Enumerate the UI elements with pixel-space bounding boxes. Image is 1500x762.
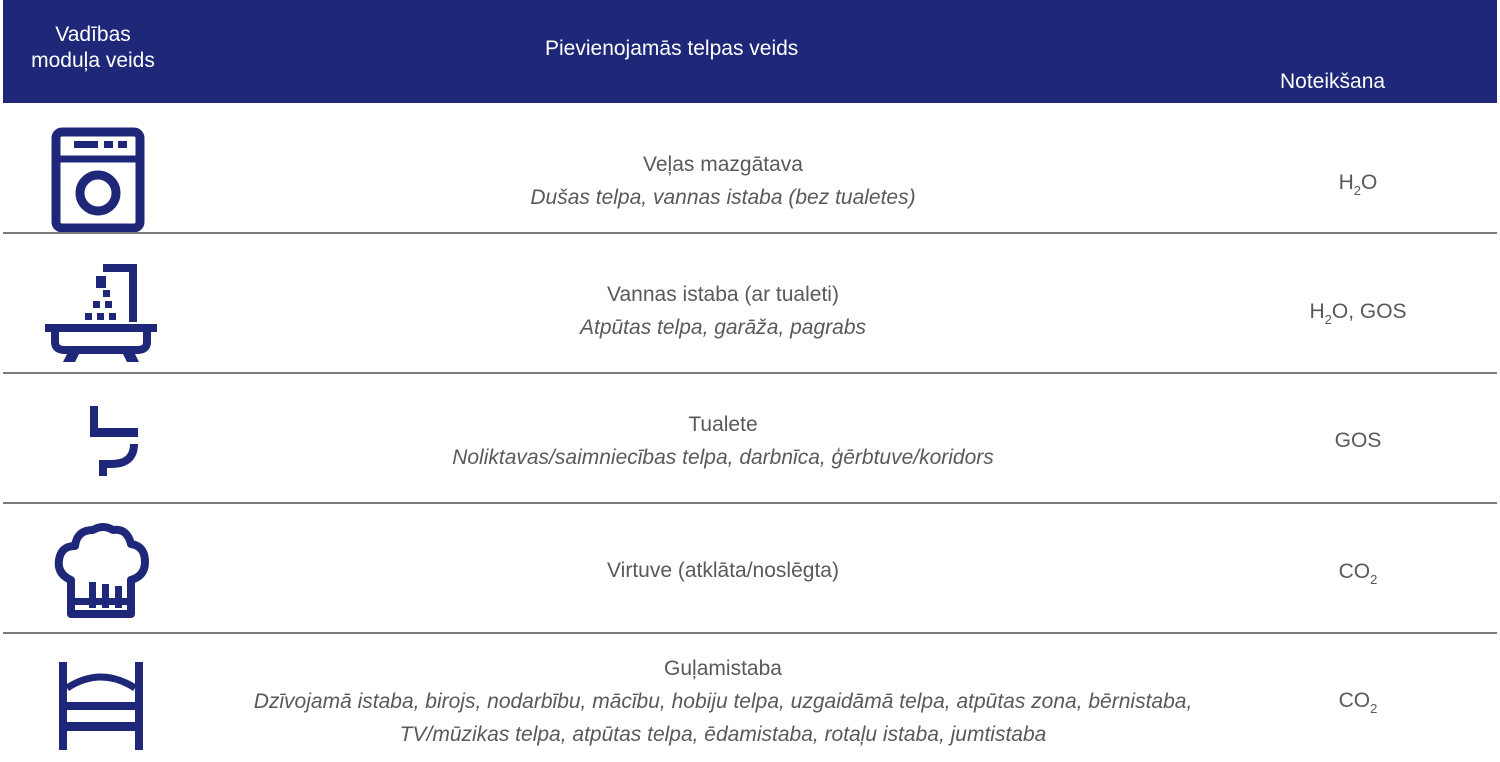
detection-text: CO (1338, 689, 1371, 712)
row-divider (3, 232, 1497, 234)
toilet-icon (41, 400, 161, 510)
room-sub: Noliktavas/saimniecības telpa, darbnīca, ģērbtuve/koridors (452, 446, 994, 469)
detection-value (1283, 688, 1433, 714)
header-module-type (3, 22, 183, 74)
table-row (3, 504, 1497, 634)
table-row (3, 634, 1497, 762)
detection-subscript: 2 (1353, 183, 1362, 198)
room-sub: Dušas telpa, vannas istaba (bez tualetes) (530, 186, 916, 209)
room-description (183, 278, 1263, 344)
header-module-line1: Vadības (55, 23, 131, 46)
room-main: Tualete (688, 413, 758, 436)
detection-text: H (1338, 171, 1354, 194)
detection-value (1283, 170, 1433, 196)
detection-value (1283, 428, 1433, 454)
detection-subscript: 2 (1370, 701, 1378, 716)
washing-machine-icon (41, 126, 161, 236)
room-description (183, 148, 1263, 214)
detection-text: CO (1338, 560, 1371, 583)
bathtub-shower-icon (41, 258, 161, 368)
detection-text: H (1309, 300, 1325, 323)
room-main: Veļas mazgātava (643, 153, 803, 176)
table-header (3, 0, 1497, 103)
table-row (3, 244, 1497, 374)
detection-subscript: 2 (1324, 312, 1332, 327)
room-description (183, 408, 1263, 474)
header-module-line2: moduļa veids (31, 49, 155, 72)
table-row (3, 374, 1497, 504)
room-main: Vannas istaba (ar tualeti) (607, 283, 839, 306)
chef-hat-icon (41, 522, 161, 632)
detection-text-suffix: O (1361, 171, 1378, 194)
detection-value (1283, 559, 1433, 585)
detection-subscript: 2 (1370, 572, 1378, 587)
bed-icon (41, 648, 161, 758)
room-main: Guļamistaba (664, 657, 782, 680)
room-sub-line2: TV/mūzikas telpa, atpūtas telpa, ēdamistaba, rotaļu istaba, jumtistaba (399, 723, 1047, 746)
detection-text: GOS (1334, 429, 1382, 452)
header-detection: Noteikšana (1280, 70, 1386, 93)
room-description (183, 554, 1263, 587)
detection-text-suffix: O, GOS (1331, 300, 1407, 323)
room-sub: Dzīvojamā istaba, birojs, nodarbību, mācību, hobiju telpa, uzgaidāmā telpa, atpūtas zona, bērnistaba, (253, 690, 1193, 713)
detection-value (1283, 299, 1433, 325)
room-sub: Atpūtas telpa, garāža, pagrabs (579, 316, 867, 339)
room-description (183, 652, 1263, 751)
header-room-type: Pievienojamās telpas veids (545, 37, 799, 60)
room-main: Virtuve (atklāta/noslēgta) (607, 559, 839, 582)
table-row (3, 104, 1497, 234)
